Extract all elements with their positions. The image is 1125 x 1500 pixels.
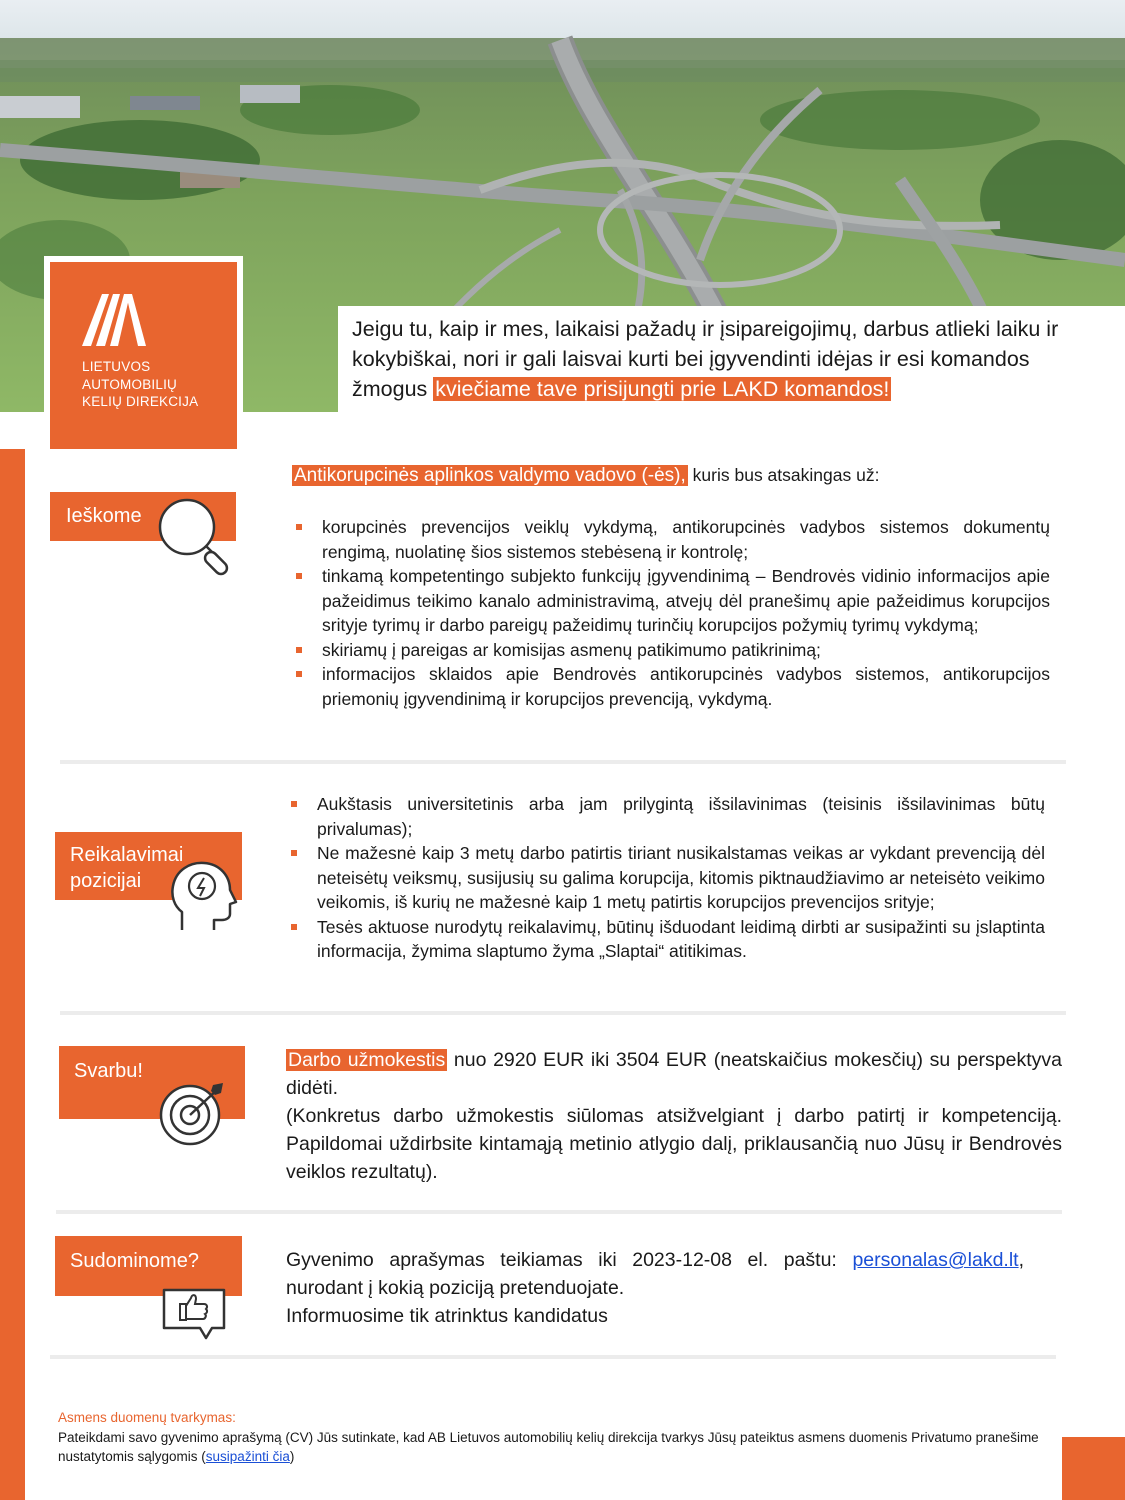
position-suffix: kuris bus atsakingas už:: [692, 465, 880, 485]
footer-body: Pateikdami savo gyvenimo aprašymą (CV) Jūs sutinkate, kad AB Lietuvos automobilių kelių direkcija tvarkys Jūsų pateiktus asmens duomenis Privatumo pranešime nustatytomis sąlygomis (: [58, 1430, 1039, 1464]
intro-text: [352, 314, 1102, 404]
interested-label: Sudominome?: [70, 1250, 199, 1272]
footer-end: ): [289, 1449, 295, 1464]
requirements-list: [289, 792, 1045, 964]
salary-line: [286, 1046, 1062, 1102]
separator: [56, 1210, 1062, 1214]
intro-highlight: kviečiame tave prisijungti prie LAKD komandos!: [435, 377, 890, 401]
salary-note: (Konkretus darbo užmokestis siūlomas atsižvelgiant į darbo patirtį ir kompetenciją. Papildomai uždirbsite kintamąją metinio atlygio dalį, priklausančią nuo Jūsų ir Bendrovės veiklos rezultatų).: [286, 1105, 1062, 1183]
application-suffix: , nurodant į kokią poziciją pretenduojate.: [286, 1249, 1025, 1299]
requirements-label-line-1: Reikalavimai: [70, 844, 184, 866]
left-accent-bar: [0, 449, 25, 1500]
list-item: Ne mažesnė kaip 3 metų darbo patirtis tiriant nusikalstamas veikas ar vykdant prevenciją dėl neteisėtų veiksmų, susijusių su galima korupcija, kitomis piktnaudžiavimo ar neteisėto veikimo veikomis, iš kurių ne mažesnė kaip 1 metų patirtis korupcijos prevencijos srityje;: [289, 841, 1045, 915]
intro-body: Jeigu tu, kaip ir mes, laikaisi pažadų ir įsipareigojimų, darbus atlieki laiku ir kokybiškai, nori ir gali laisvai kurti bei įgyvendinti idėjas ir esi komandos žmogus: [352, 317, 1059, 401]
logo-text: [82, 358, 232, 411]
thumbs-up-icon: [160, 1286, 230, 1342]
list-item: Tesės aktuose nurodytų reikalavimų, būtinų išduodant leidimą dirbti ar susipažinti su įslaptinta informacija, žymima slaptumo žyma „Slaptai“ atitikimas.: [289, 915, 1045, 964]
magnifier-icon: [155, 495, 240, 580]
email-link[interactable]: personalas@lakd.lt: [852, 1249, 1019, 1271]
logo-line-3: KELIŲ DIREKCIJA: [82, 394, 199, 409]
list-item: skiriamų į pareigas ar komisijas asmenų patikimumo patikrinimą;: [294, 638, 1050, 663]
application-line: [286, 1246, 1024, 1302]
candidates-note: Informuosime tik atrinktus kandidatus: [286, 1305, 608, 1327]
list-item: Aukštasis universitetinis arba jam prilygintą išsilavinimas (teisinis išsilavinimas būtų privalumas);: [289, 792, 1045, 841]
salary-block: [286, 1046, 1062, 1186]
duties-list: [294, 515, 1050, 711]
corner-accent-block: [1062, 1437, 1125, 1500]
salary-label: Darbo užmokestis: [288, 1049, 446, 1071]
logo-line-1: LIETUVOS: [82, 359, 151, 374]
important-label: Svarbu!: [74, 1060, 143, 1082]
list-item: informacijos sklaidos apie Bendrovės antikorupcinės vadybos sistemos, antikorupcijos priemonių įgyvendinimą ir korupcijos prevenciją, vykdymą.: [294, 662, 1050, 711]
seeking-position: [292, 463, 1052, 489]
separator: [60, 760, 1066, 764]
application-info: [286, 1246, 1024, 1330]
salary-text: nuo 2920 EUR iki 3504 EUR (neatskaičius mokesčių) su perspektyva didėti.: [286, 1049, 1062, 1099]
road-logo-icon: [82, 294, 146, 346]
target-arrow-icon: [157, 1081, 229, 1147]
list-item: korupcinės prevencijos veiklų vykdymą, antikorupcinės vadybos sistemos dokumentų rengimą, nuolatinę šios sistemos stebėseną ir kontrolę;: [294, 515, 1050, 564]
footer-title: Asmens duomenų tvarkymas:: [58, 1410, 236, 1425]
list-item: tinkamą kompetentingo subjekto funkcijų įgyvendinimą – Bendrovės vidinio informacijos apie pažeidimus teikimo kanalo administravimą, atvejų dėl pranešimų apie pažeidimus korupcijos srityje tyrimų ir darbo pareigų pažeidimų turinčių korupcijos požymių tyrimų vykdymą;: [294, 564, 1050, 638]
separator: [60, 1011, 1066, 1015]
logo-line-2: AUTOMOBILIŲ: [82, 376, 177, 392]
company-logo: [50, 262, 237, 449]
requirements-label-line-2: pozicijai: [70, 870, 142, 892]
position-title: Antikorupcinės aplinkos valdymo vadovo (-ės),: [294, 465, 686, 486]
head-lightbulb-icon: [166, 858, 246, 938]
seeking-label: Ieškome: [66, 505, 142, 527]
application-deadline: Gyvenimo aprašymas teikiamas iki 2023-12-08 el. paštu:: [286, 1249, 837, 1271]
privacy-link[interactable]: susipažinti čia: [205, 1449, 290, 1464]
separator: [50, 1355, 1056, 1359]
footer-text: [58, 1428, 1048, 1466]
